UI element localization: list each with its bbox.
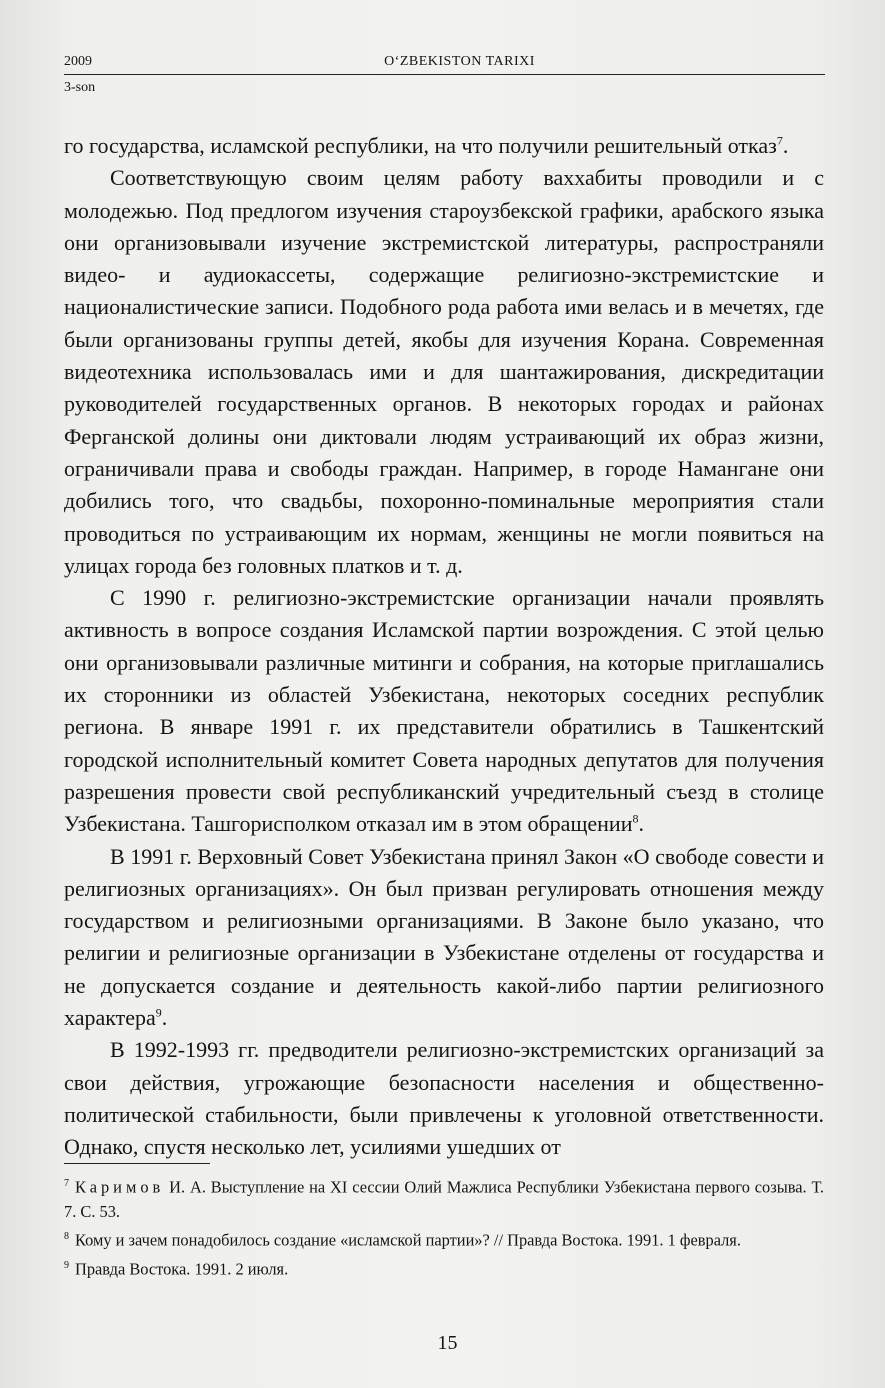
- header-year: 2009: [64, 54, 92, 69]
- main-text: [64, 130, 824, 1164]
- header-issue: 3-son: [64, 80, 96, 95]
- paragraph: В 1992-1993 гг. предводители религиозно-экстремистских организаций за свои действия, угрожающие безопасности населения и общественно-политической стабильности, были привлечены к уголовной ответственности. Однако, спустя несколько лет, усилиями ушедших от: [64, 1037, 824, 1160]
- paragraph: С 1990 г. религиозно-экстремистские организации начали проявлять активность в вопросе создания Исламской партии возрождения. С этой целью они организовывали различные митинги и собрания, на которые приглашались их сторонники из областей Узбекистана, некоторых соседних республик региона. В январе 1991 г. их представители обратились в Ташкентский городской исполнительный комитет Совета народных депутатов для получения разрешения провести свой республиканский учредительный съезд в столице Узбекистана. Ташгорисполком отказал им в этом обращении$^8$.: [64, 585, 824, 837]
- footnote-separator: [64, 1163, 210, 1164]
- header-journal-title: O‘ZBEKISTON TARIXI: [384, 54, 535, 69]
- footnotes: [64, 1171, 824, 1281]
- paragraph: го государства, исламской республики, на что получили решительный отказ$^7$.: [64, 133, 789, 158]
- footnote: $^9$ Правда Востока. 1991. 2 июля.: [64, 1259, 289, 1279]
- footnote-number: 7: [64, 1178, 69, 1189]
- footnote-ref: 9: [155, 1005, 162, 1020]
- page-number: 15: [437, 1332, 458, 1354]
- footnote-number: 9: [64, 1259, 69, 1271]
- footnote-ref: 8: [632, 811, 639, 826]
- footnote: $^7$ Каримов И. А. Выступление на XI сессии Олий Мажлиса Республики Узбекистана первого созыва. Т. 7. С. 53.: [64, 1177, 824, 1222]
- paragraph: В 1991 г. Верховный Совет Узбекистана принял Закон «О свободе совести и религиозных организациях». Он был призван регулировать отношения между государством и религиозными организациями. В Законе было указано, что религии и религиозные организации в Узбекистане отделены от государства и не допускается создание и деятельность какой-либо партии религиозного характера$^9$.: [64, 843, 824, 1031]
- footnote: $^8$ Кому и зачем понадобилось создание «исламской партии»? // Правда Востока. 1991. 1 февраля.: [64, 1230, 741, 1250]
- running-header: [64, 54, 825, 78]
- paragraph: Соответствующую своим целям работу ваххабиты проводили и с молодежью. Под предлогом изучения староузбекской графики, арабского языка они организовывали изучение экстремистской литературы, распространяли видео- и аудиокассеты, содержащие религиозно-экстремистские и националистические записи. Подобного рода работа ими велась и в мечетях, где были организованы группы детей, якобы для изучения Корана. Современная видеотехника использовалась ими и для шантажирования, дискредитации руководителей государственных органов. В некоторых городах и районах Ферганской долины они диктовали людям устраивающий их образ жизни, ограничивали права и свободы граждан. Например, в городе Намангане они добились того, что свадьбы, похоронно-поминальные мероприятия стали проводиться по устраивающим их нормам, женщины не могли появиться на улицах города без головных платков и т. д.: [64, 165, 824, 578]
- footnote-number: 8: [64, 1231, 69, 1243]
- footnote-ref: 7: [776, 133, 783, 148]
- footnote-author: Каримов: [75, 1177, 165, 1197]
- header-rule: [64, 74, 825, 75]
